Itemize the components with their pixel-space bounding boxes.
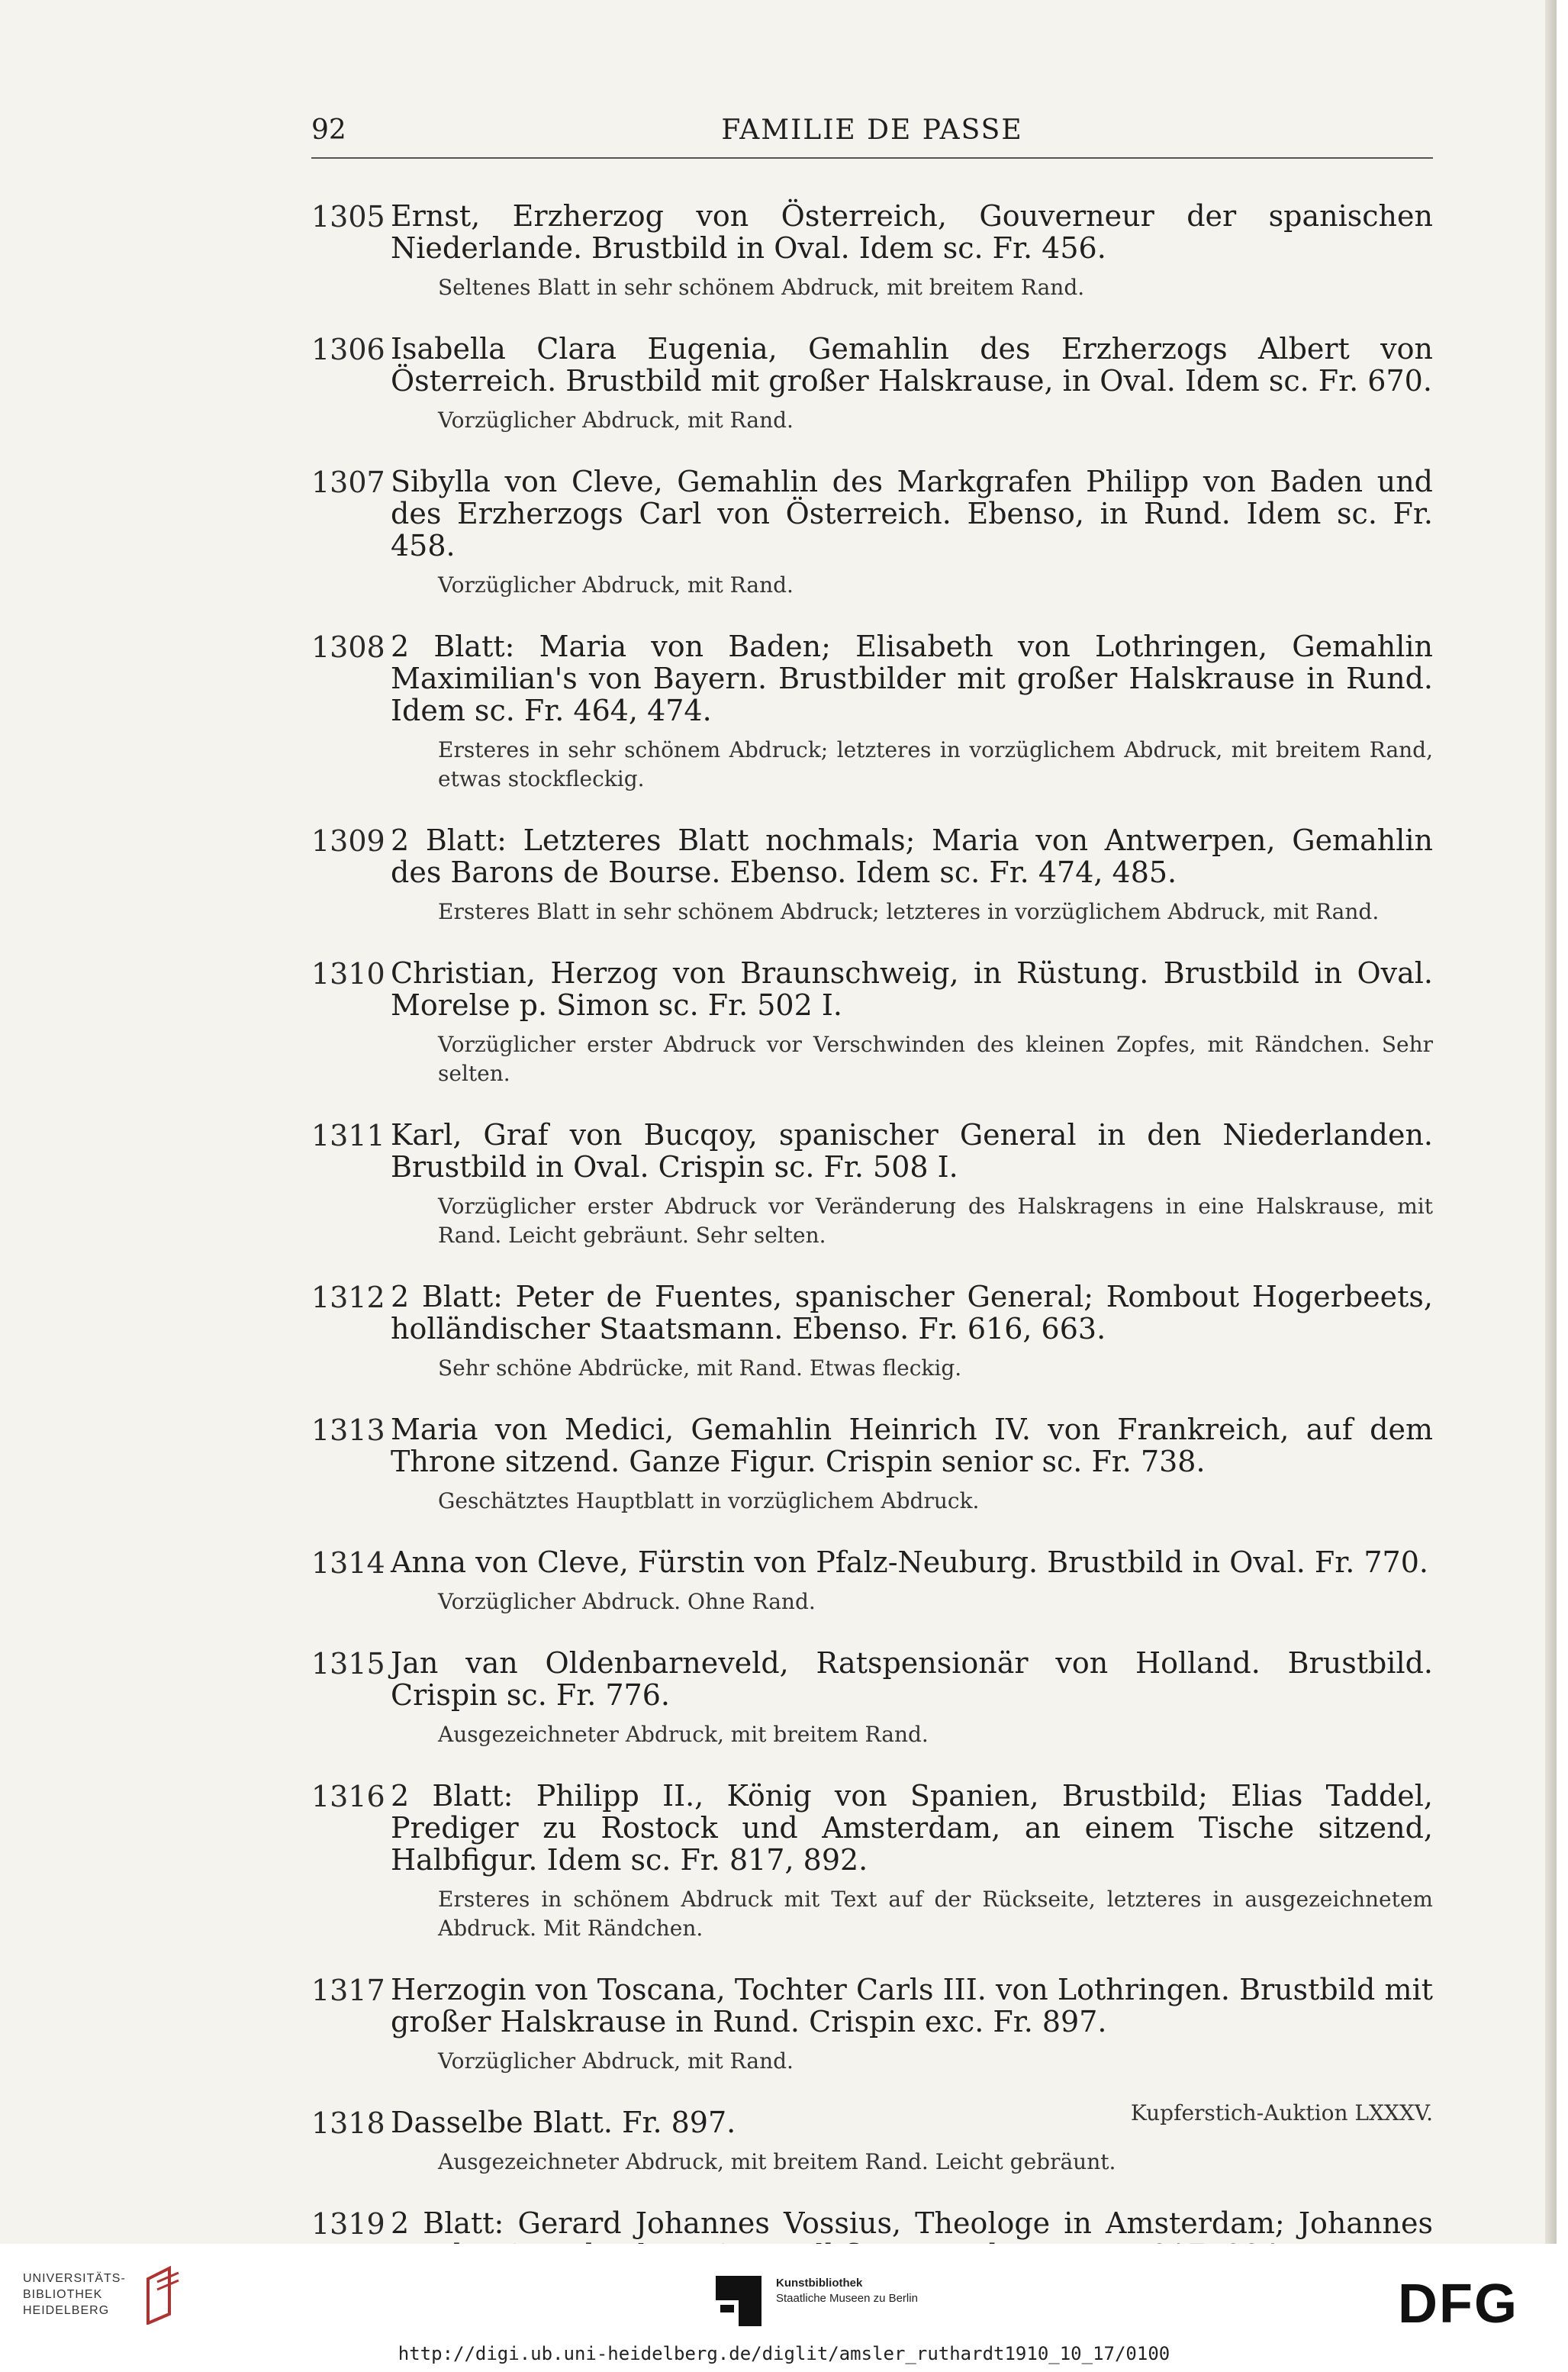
lot-condition-note: Ersteres in sehr schönem Abdruck; letzteres in vorzüglichem Abdruck, mit breitem Rand, etwas stockfleckig. (438, 737, 1433, 791)
catalog-entry (305, 333, 1433, 435)
library-name-line: HEIDELBERG (23, 2304, 110, 2317)
lot-description: 2 Blatt: Gerard Johannes Vossius, Theologe in Amsterdam; Johannes (391, 2206, 1433, 2240)
lot-condition-note: Ausgezeichneter Abdruck, mit breitem Rand. Leicht gebräunt. (438, 2149, 1116, 2174)
lot-number: 1308 (311, 630, 385, 664)
dfg-logo[interactable]: DFG (1398, 2274, 1518, 2335)
catalog-entry (305, 1780, 1433, 1943)
lot-condition-note: Ausgezeichneter Abdruck, mit breitem Rand. (438, 1722, 929, 1747)
catalog-entry (305, 1281, 1433, 1383)
catalog-entry (305, 824, 1433, 927)
lot-number: 1305 (311, 200, 385, 234)
catalog-entry (305, 200, 1433, 302)
lot-condition-note: Vorzüglicher Abdruck. Ohne Rand. (438, 1589, 816, 1614)
lot-condition-note: Ersteres in schönem Abdruck mit Text auf der Rückseite, letzteres in ausgezeichnetem Abdruck. Mit Rändchen. (438, 1887, 1433, 1941)
lot-number: 1319 (311, 2207, 385, 2241)
lot-number: 1310 (311, 957, 385, 991)
lot-number: 1316 (311, 1780, 385, 1813)
lot-number: 1312 (311, 1281, 385, 1314)
lot-number: 1313 (311, 1413, 385, 1447)
lot-description: 2 Blatt: Philipp II., König von Spanien, Brustbild; Elias Taddel, Prediger zu Rostock und Amsterdam, an einem Tische sitzend, Halbfigur. Idem sc. Fr. 817, 892. (391, 1779, 1433, 1877)
lot-description: Anna von Cleve, Fürstin von Pfalz-Neuburg. Brustbild in Oval. Fr. 770. (391, 1545, 1428, 1579)
page-number: 92 (311, 114, 346, 146)
lot-description: Christian, Herzog von Braunschweig, in Rüstung. Brustbild in Oval. Morelse p. Simon sc. Fr. 502 I. (391, 956, 1433, 1022)
catalog-entries (305, 200, 1433, 2340)
library-name-line: UNIVERSITÄTS- (23, 2272, 126, 2285)
lot-condition-note: Vorzüglicher erster Abdruck vor Verschwinden des kleinen Zopfes, mit Rändchen. Sehr selten. (438, 1032, 1433, 1086)
kunstbibliothek-logo-icon[interactable] (710, 2274, 771, 2328)
kunstbibliothek-title: Kunstbibliothek (776, 2277, 863, 2290)
library-name-line: BIBLIOTHEK (23, 2288, 103, 2301)
lot-number: 1314 (311, 1546, 385, 1580)
lot-number: 1315 (311, 1647, 385, 1681)
catalog-signature: Kupferstich-Auktion LXXXV. (1130, 2100, 1433, 2125)
lot-number: 1317 (311, 1974, 385, 2007)
lot-number: 1309 (311, 824, 385, 858)
page-header (311, 114, 1433, 159)
kunstbibliothek-text (776, 2276, 918, 2306)
lot-condition-note: Vorzüglicher Abdruck, mit Rand. (438, 2048, 794, 2074)
catalog-entry (305, 1546, 1433, 1616)
permalink-url[interactable]: http://digi.ub.uni-heidelberg.de/diglit/amsler_ruthardt1910_10_17/0100 (398, 2343, 1170, 2364)
lot-description: Ernst, Erzherzog von Österreich, Gouverneur der spanischen Niederlande. Brustbild in Oval. Idem sc. Fr. 456. (391, 199, 1433, 265)
lot-condition-note: Geschätztes Hauptblatt in vorzüglichem Abdruck. (438, 1488, 980, 1513)
lot-description: 2 Blatt: Letzteres Blatt nochmals; Maria von Antwerpen, Gemahlin des Barons de Bourse. Ebenso. Idem sc. Fr. 474, 485. (391, 823, 1433, 889)
lot-number: 1318 (311, 2106, 385, 2140)
lot-description: 2 Blatt: Peter de Fuentes, spanischer General; Rombout Hogerbeets, holländischer Staatsmann. Ebenso. Fr. 616, 663. (391, 1280, 1433, 1346)
lot-condition-note: Vorzüglicher erster Abdruck vor Veränderung des Halskragens in eine Halskrause, mit Rand. Leicht gebräunt. Sehr selten. (438, 1194, 1433, 1248)
lot-number: 1306 (311, 333, 385, 366)
viewer-footer (0, 2244, 1568, 2372)
lot-condition-note: Sehr schöne Abdrücke, mit Rand. Etwas fleckig. (438, 1355, 962, 1381)
lot-condition-note: Ersteres Blatt in sehr schönem Abdruck; letzteres in vorzüglichem Abdruck, mit Rand. (438, 899, 1380, 924)
catalog-entry (305, 1974, 1433, 2076)
lot-description: Herzogin von Toscana, Tochter Carls III. von Lothringen. Brustbild mit großer Halskrause in Rund. Crispin exc. Fr. 897. (391, 1973, 1433, 2038)
lot-number: 1311 (311, 1119, 385, 1152)
lot-description: Maria von Medici, Gemahlin Heinrich IV. von Frankreich, auf dem Throne sitzend. Ganze Figur. Crispin senior sc. Fr. 738. (391, 1413, 1433, 1478)
lot-condition-note: Vorzüglicher Abdruck, mit Rand. (438, 408, 794, 433)
university-library-mark-icon (142, 2264, 188, 2325)
catalog-entry (305, 1413, 1433, 1516)
lot-description: Jan van Oldenbarneveld, Ratspensionär von Holland. Brustbild. Crispin sc. Fr. 776. (391, 1646, 1433, 1712)
lot-description: Sibylla von Cleve, Gemahlin des Markgrafen Philipp von Baden und des Erzherzogs Carl von Österreich. Ebenso, in Rund. Idem sc. Fr. 458. (391, 465, 1433, 562)
catalog-entry (305, 1647, 1433, 1749)
lot-condition-note: Vorzüglicher Abdruck, mit Rand. (438, 572, 794, 598)
page-edge-shadow (1545, 0, 1557, 2244)
kunstbibliothek-subtitle: Staatliche Museen zu Berlin (776, 2292, 918, 2305)
running-head: FAMILIE DE PASSE (721, 114, 1023, 146)
catalog-entry (305, 957, 1433, 1088)
catalog-entry (305, 630, 1433, 794)
catalog-entry (305, 466, 1433, 600)
lot-description: Karl, Graf von Bucqoy, spanischer General in den Niederlanden. Brustbild in Oval. Crispin sc. Fr. 508 I. (391, 1118, 1433, 1184)
lot-description: Dasselbe Blatt. Fr. 897. (391, 2106, 736, 2139)
lot-description: Isabella Clara Eugenia, Gemahlin des Erzherzogs Albert von Österreich. Brustbild mit großer Halskrause, in Oval. Idem sc. Fr. 670. (391, 332, 1433, 398)
lot-number: 1307 (311, 466, 385, 499)
lot-description: 2 Blatt: Maria von Baden; Elisabeth von Lothringen, Gemahlin Maximilian's von Bayern. Brustbilder mit großer Halskrause in Rund. Idem sc. Fr. 464, 474. (391, 630, 1433, 727)
university-library-logo[interactable] (23, 2270, 126, 2319)
lot-condition-note: Seltenes Blatt in sehr schönem Abdruck, mit breitem Rand. (438, 275, 1085, 300)
catalog-entry (305, 1119, 1433, 1250)
